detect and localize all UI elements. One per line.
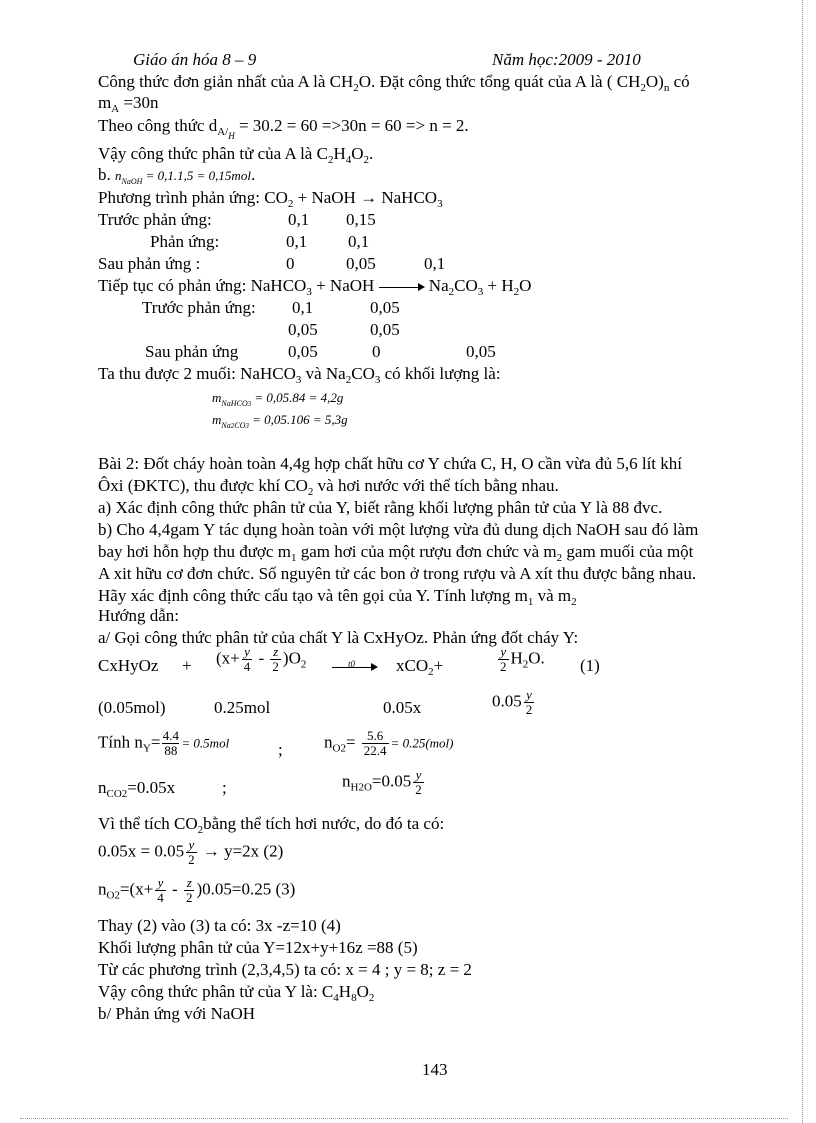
formula: $n_{O2}=(x+$ $\frac{y}{4}$ - $\frac{z}{2}$ )0.05=0.25 (3) [98, 875, 296, 905]
formula: 0.05 $\frac{y}{2}$ [492, 687, 533, 717]
text-line: Thay (2) vào (3) ta có: 3x -z=10 (4) [98, 916, 341, 935]
formula: 0.25mol [214, 698, 271, 717]
formula: ; [222, 778, 227, 797]
row-label: Phản ứng: [150, 232, 220, 251]
row-value: 0,05 [466, 342, 496, 361]
text-line: Hướng dẫn: [98, 606, 179, 625]
row-value: 0,05 [370, 320, 400, 339]
formula: CxHyOz [98, 656, 159, 675]
formula: + [182, 656, 192, 675]
text-line: Phương trình phản ứng: $CO_2$ + NaOH → NaHCO$_3$ [98, 188, 443, 210]
text-line: Theo công thức $d_{A/H} = 30.2 = 60 =>30n = 60 => n = 2$. [98, 116, 469, 141]
text-line: Ôxi (ĐKTC), thu được khí $CO_2$ và hơi nước với thể tích bằng nhau. [98, 476, 559, 498]
row-label: Trước phản ứng: [142, 298, 256, 317]
formula: $n_{CO2}=0.05x$ [98, 778, 176, 800]
text-line: $m_{NaHCO3} = 0,05.84 = 4,2g$ [212, 390, 344, 408]
row-value: 0,05 [288, 342, 318, 361]
text-line: Công thức đơn giản nhất của A là $CH_2O$. Đặt công thức tổng quát của A là ( $CH_2O)_n$ có [98, 72, 690, 94]
text-line: bay hơi hỗn hợp thu được $m_1$ gam hơi của một rượu đơn chức và $m_2$ gam muối của một [98, 542, 694, 564]
text-line: Tiếp tục có phản ứng: NaHCO$_3$ + NaOH $Na_2CO_3 + H_2O$ [98, 276, 532, 298]
text-line: a/ Gọi công thức phân tử của chất Y là CxHyOz. Phản ứng đốt cháy Y: [98, 628, 579, 647]
formula: ; [278, 740, 283, 759]
formula: 0.05x [383, 698, 422, 717]
row-label: Trước phản ứng: [98, 210, 212, 229]
text-line: Vậy công thức phân tử của Y là: $C_4H_8O_2$ [98, 982, 375, 1004]
text-line: A xit hữu cơ đơn chức. Số nguyên tử các bon ở trong rượu và A xít thu được bằng nhau. [98, 564, 697, 583]
row-value: 0 [286, 254, 295, 273]
formula: 0.05x = 0.05 $\frac{y}{2}$ → y=2x (2) [98, 837, 284, 867]
text-line: Khối lượng phân tử của Y=12x+y+16z =88 (5) [98, 938, 418, 957]
formula: xCO$_2$+ [396, 656, 444, 678]
row-label: Sau phản ứng : [98, 254, 201, 273]
arrow-icon [379, 282, 425, 292]
arrow-icon: t0 [332, 656, 378, 676]
text-line: Vậy công thức phân tử của A là $C_2H_4O_2$. [98, 144, 374, 166]
text-line: Ta thu được 2 muối: NaHCO$_3$ và $Na_2CO_3$ có khối lượng là: [98, 364, 501, 386]
text-line: b. $n_{NaOH} = 0,1.1,5 = 0,15mol$. [98, 165, 256, 186]
formula: $n_{H2O}=0.05$ $\frac{y}{2}$ [342, 767, 422, 797]
row-value: 0,1 [424, 254, 446, 273]
text-line: $m_A =30n$ [98, 93, 159, 115]
row-value: 0,1 [286, 232, 308, 251]
text-line: Hãy xác định công thức cấu tạo và tên gọi của Y. Tính lượng $m_1$ và $m_2$ [98, 586, 577, 608]
row-value: 0,15 [346, 210, 376, 229]
row-value: 0,05 [288, 320, 318, 339]
formula: $\frac{y}{2}$ $H_2O$. [500, 644, 545, 674]
row-value: 0,05 [370, 298, 400, 317]
formula: $n_{O2}=$ $\frac{5.6}{22.4}$ = 0.25(mol) [324, 728, 454, 758]
row-value: 0 [372, 342, 381, 361]
row-label: Sau phản ứng [145, 342, 239, 361]
formula: (1) [580, 656, 600, 675]
header-left: Giáo án hóa 8 – 9 [133, 50, 257, 69]
row-value: 0,1 [348, 232, 370, 251]
page-border [20, 1118, 788, 1119]
header-right: Năm học:2009 - 2010 [492, 50, 641, 69]
row-value: 0,1 [288, 210, 310, 229]
text-line: Từ các phương trình (2,3,4,5) ta có: x = 4 ; y = 8; z = 2 [98, 960, 472, 979]
text-line: b) Cho 4,4gam Y tác dụng hoàn toàn với một lượng vừa đủ dung dịch NaOH sau đó làm [98, 520, 699, 539]
formula: (0.05mol) [98, 698, 166, 717]
row-value: 0,05 [346, 254, 376, 273]
page-number: 143 [422, 1060, 448, 1079]
text-line: Vì thể tích $CO_2bằng$ thể tích hơi nước, do đó ta có: [98, 814, 445, 836]
formula: Tính $n_Y=$ $\frac{4.4}{88}$ = 0.5mol [98, 728, 230, 758]
formula: (x+ $\frac{y}{4}$ - $\frac{z}{2}$ )$O_2$ [216, 644, 307, 674]
text-line: Bài 2: Đốt cháy hoàn toàn 4,4g hợp chất hữu cơ Y chứa C, H, O cần vừa đủ 5,6 lít khí [98, 454, 682, 473]
text-line: b/ Phản ứng với NaOH [98, 1004, 256, 1023]
row-value: 0,1 [292, 298, 314, 317]
text-line: a) Xác định công thức phân tử của Y, biết rằng khối lượng phân tử của Y là 88 đvc. [98, 498, 663, 517]
text-line: $m_{Na2CO3} = 0,05.106 = 5,3g$ [212, 412, 348, 430]
